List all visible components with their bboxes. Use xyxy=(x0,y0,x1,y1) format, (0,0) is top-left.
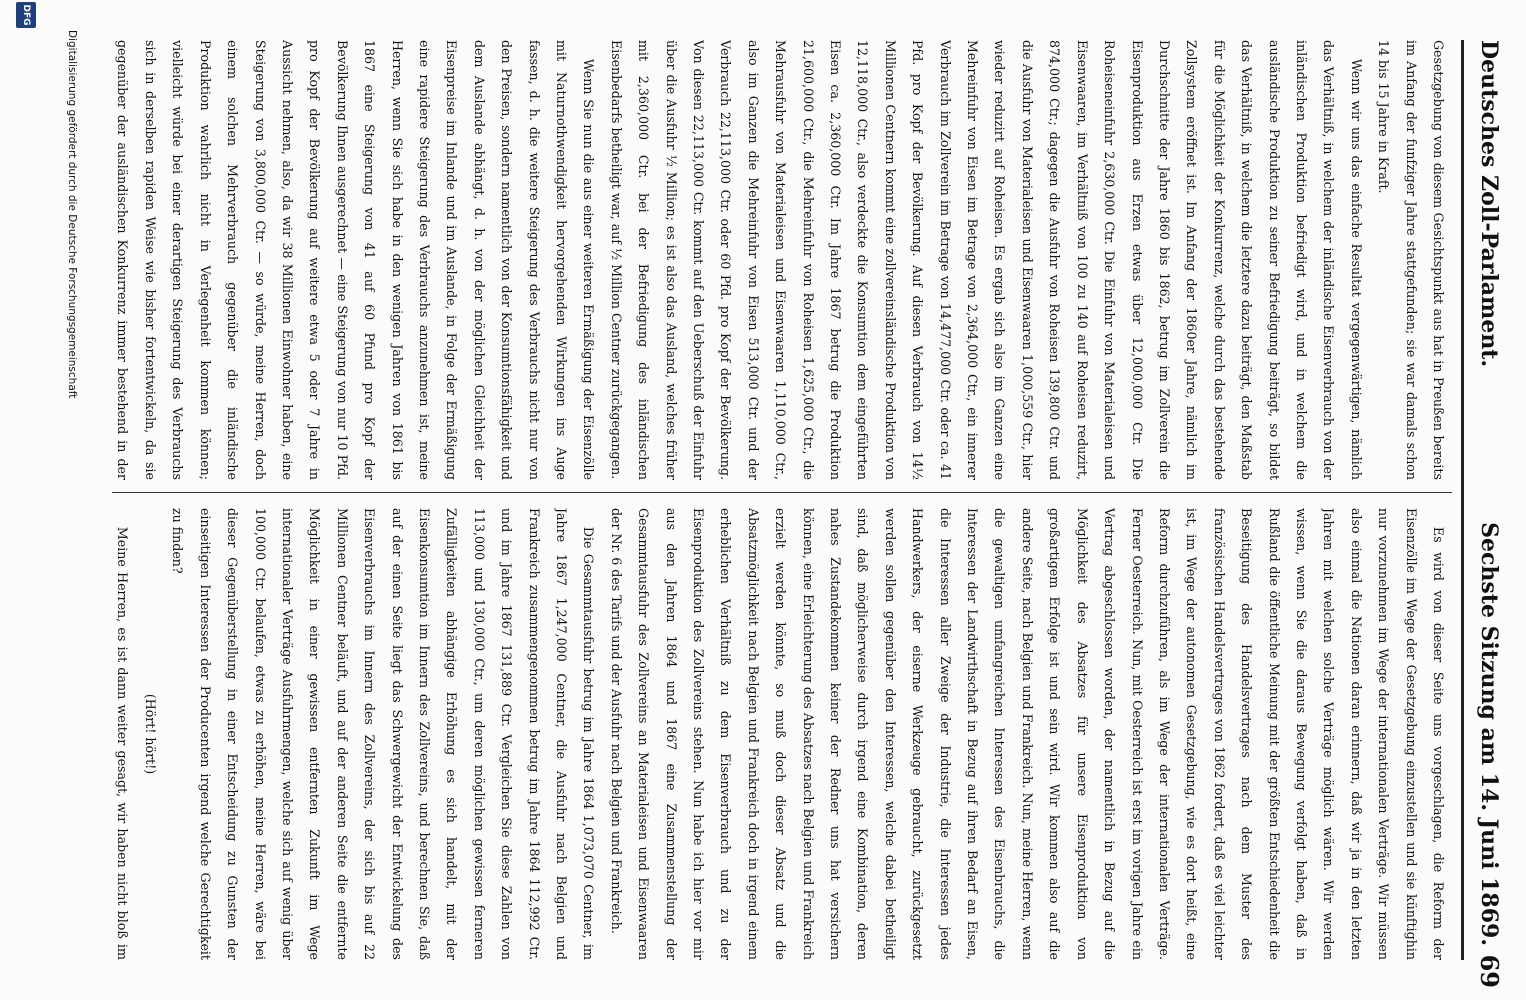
paragraph: Gesetzgebung von diesem Gesichtspunkt aus hat in Preußen bereits im Anfang der funfziger Jahre stattgefunden; sie war damals schon 14 bis 15 Jahre in Kraft. xyxy=(1376,40,1446,480)
paragraph: Es wird von dieser Seite uns vorgeschlagen, die Reform der Eisenzölle im Wege der Gesetzgebung einzustellen und sie künftighin nur vorzunehmen im Wege der internationalen Verträge. Wir müssen also einmal die Nationen daran erinnern, daß wir ja in den letzten Jahren mit welchen solche Verträge möglich wären. Wir werden wissen, wenn Sie die daraus Bewegung verfolgt haben, daß in Rußland die öffentliche Meinung mit der größten Entschiedenheit die Beseitigung des Handelsvertrages nach dem Muster des französischen Handelsvertrages von 1862 fordert, daß es viel leichter ist, im Wege der autonomen Gesetzgebung, wie es dort heißt, eine Reform durchzuführen, als im Wege der internationalen Verträge. Ferner Oesterreich. Nun, mit Oesterreich ist erst im vorigen Jahre ein Vertrag abgeschlossen worden, der namentlich in Bezug auf die Möglichkeit des Absatzes für unsere Eisenproduktion von großartigem Erfolge ist und sein wird. Wir kommen also auf die andere Seite, nach Belgien und Frankreich. Nun, meine Herren, wenn die gewaltigen umfangreichen Interessen des Eisenbrauchs, die Interessen der Landwirthschaft in Bezug auf ihren Bedarf an Eisen, die Interessen aller Zweige der Industrie, die Interessen jedes Handwerkers, der eiserne Werkzeuge gebraucht, zurückgesetzt werden sollen gegenüber den Interessen, welche dabei betheiligt sind, daß möglicherweise durch irgend eine Kombination, deren nahes Zustandekommen keiner der Redner uns hat versichern können, eine Erleichterung des Absatzes nach Belgien und Frankreich erzielt werden könnte, so muß doch dieser Absatz und die Absatzmöglichkeit nach Belgien und Frankreich doch in irgend einem erheblichen Verhältniß zu dem Eisenverbrauch und zu der Eisenproduktion des Zollvereins stehen. Nun habe ich hier vor mir aus den Jahren 1864 und 1867 eine Zusammenstellung der Gesammtausfuhr des Zollvereins an Materialeisen und Eisenwaaren der Nr. 6 des Tarifs und der Ausfuhr nach Belgien und Frankreich. xyxy=(608,508,1446,960)
interjection: (Hört! hört!) xyxy=(142,693,158,775)
header-right-title: Sechste Sitzung am 14. Juni 1869. xyxy=(1476,522,1502,946)
column-divider xyxy=(112,492,1452,493)
dfg-logo: DFG xyxy=(16,2,36,28)
page-header xyxy=(1461,40,1508,988)
paragraph: Meine Herren, es ist dann weiter gesagt, wir haben nicht bloß im xyxy=(115,526,131,960)
digitization-credit: Digitalisierung gefördert durch die Deutsche Forschungsgemeinschaft xyxy=(66,30,78,399)
paragraph: Wenn wir uns das einfache Resultat vergegenwärtigen, nämlich das Verhältniß, in welchem der inländische Eisenverbrauch von der inländischen Produktion befriedigt wird, und in welchem die ausländische Produktion zu seiner Befriedigung beiträgt, so bildet das Verhältniß, in welchem die letztere dazu beiträgt, den Maßstab für die Möglichkeit der Konkurrenz, welche durch das bestehende Zollsystem eröffnet ist. Im Anfang der 1860er Jahre, nämlich im Durchschnitte der Jahre 1860 bis 1862, betrug im Zollverein die Eisenproduktion aus Erzen etwas über 12,000,000 Ctr. Die Roheiseneinfuhr 2,630,000 Ctr. Die Einfuhr von Materialeisen und Eisenwaaren, im Verhältniß von 100 zu 140 auf Roheisen reduzirt, 874,000 Ctr.; dagegen die Ausfuhr von Roheisen 139,800 Ctr. und die Ausfuhr von Materialeisen und Eisenwaaren 1,000,559 Ctr., hier wieder reduzirt auf Roheisen. Es ergab sich also im Ganzen eine Mehreinfuhr von Eisen im Betrage von 2,364,000 Ctr., ein innerer Verbrauch im Zollverein im Betrage von 14,477,000 Ctr. oder ca. 41 Pfd. pro Kopf der Bevölkerung. Auf diesen Verbrauch von 14½ Millionen Centnern kommt eine zollvereinsländische Produktion von 12,118,000 Ctr., also verdeckte die Konsumtion dem eingeführten Eisen ca. 2,360,000 Ctr. Im Jahre 1867 betrug die Produktion 21,600,000 Ctr., die Mehreinfuhr von Roheisen 1,625,000 Ctr., die Mehrausfuhr von Materialeisen und Eisenwaaren 1,110,000 Ctr., also im Ganzen die Mehreinfuhr von Eisen 513,000 Ctr. und der Verbrauch 22,113,000 Ctr. oder 60 Pfd. pro Kopf der Bevölkerung. Von diesen 22,113,000 Ctr. kommt auf den Ueberschuß der Einfuhr über die Ausfuhr ½ Million; es ist also das Ausland, welches früher mit 2,360,000 Ctr. bei der Befriedigung des inländischen Eisenbedarfs betheiligt war, auf ½ Million Centner zurückgegangen. xyxy=(608,40,1364,480)
header-left-title: Deutsches Zoll-Parlament. xyxy=(1476,40,1502,368)
left-column xyxy=(112,40,1452,480)
right-column xyxy=(112,508,1452,960)
page-number: 69 xyxy=(1475,954,1504,988)
paragraph: Wenn Sie nun die aus einer weiteren Ermäßigung der Eisenzölle mit Naturnothwendigkeit hervorgehenden Wirkungen ins Auge fassen, d. h. die weitere Steigerung des Verbrauchs nicht nur von den Preisen, sondern namentlich von der Konsumtionsfähigkeit und dem Auslande abhängt, d. h. von der möglichen Gleichheit der Eisenpreise im Inlande und im Auslande, in Folge der Ermäßigung eine rapidere Steigerung des Verbrauchs anzunehmen ist, meine Herren, wenn Sie sich habe in den wenigen Jahren von 1861 bis 1867 eine Steigerung von 41 auf 60 Pfund pro Kopf der Bevölkerung Ihnen ausgerechnet — eine Steigerung von nur 10 Pfd. pro Kopf der Bevölkerung auf weitere etwa 5 oder 7 Jahre in Aussicht nehmen, also, da wir 38 Millionen Einwohner haben, eine Steigerung von 3,800,000 Ctr. — so würde, meine Herren, doch einem solchen Mehrverbrauch gegenüber die inländische Produktion wahrlich nicht in Verlegenheit kommen können; vielleicht würde bei einer derartigen Steigerung des Verbrauchs sich in derselben rapiden Weise wie bisher fortentwickeln, da sie gegenüber der ausländischen Konkurrenz immer bestehend in der xyxy=(115,40,597,480)
paragraph: Die Gesammtausfuhr betrug im Jahre 1864 1,073,070 Centner, im Jahre 1867 1,247,000 Centner, die Ausfuhr nach Belgien und Frankreich zusammengenommen betrug im Jahre 1864 112,992 Ctr. und im Jahre 1867 131,889 Ctr. Vergleichen Sie diese Zahlen von 113,000 und 130,000 Ctr., um deren möglichen gewissen ferneren Zufälligkeiten abhängige Erhöhung es sich handelt, mit der Eisenkonsumtion im Innern des Zollvereins, und berechnen Sie, daß auf der einen Seite liegt das Schwergewicht der Entwickelung des Eisenverbrauchs im Innern des Zollvereins, der sich bis auf 22 Millionen Centner beläuft, und auf der anderen Seite die entfernte Möglichkeit in einer gewissen entfernten Zukunft im Wege internationaler Verträge Ausfuhrmengen, welche sich auf wenig über 100,000 Ctr. belaufen, etwas zu erhöhen, meine Herren, wäre bei dieser Gegenüberstellung in einer Entscheidung zu Gunsten der einseitigen Interessen der Producenten irgend welche Gerechtigkeit zu finden? xyxy=(170,508,597,960)
